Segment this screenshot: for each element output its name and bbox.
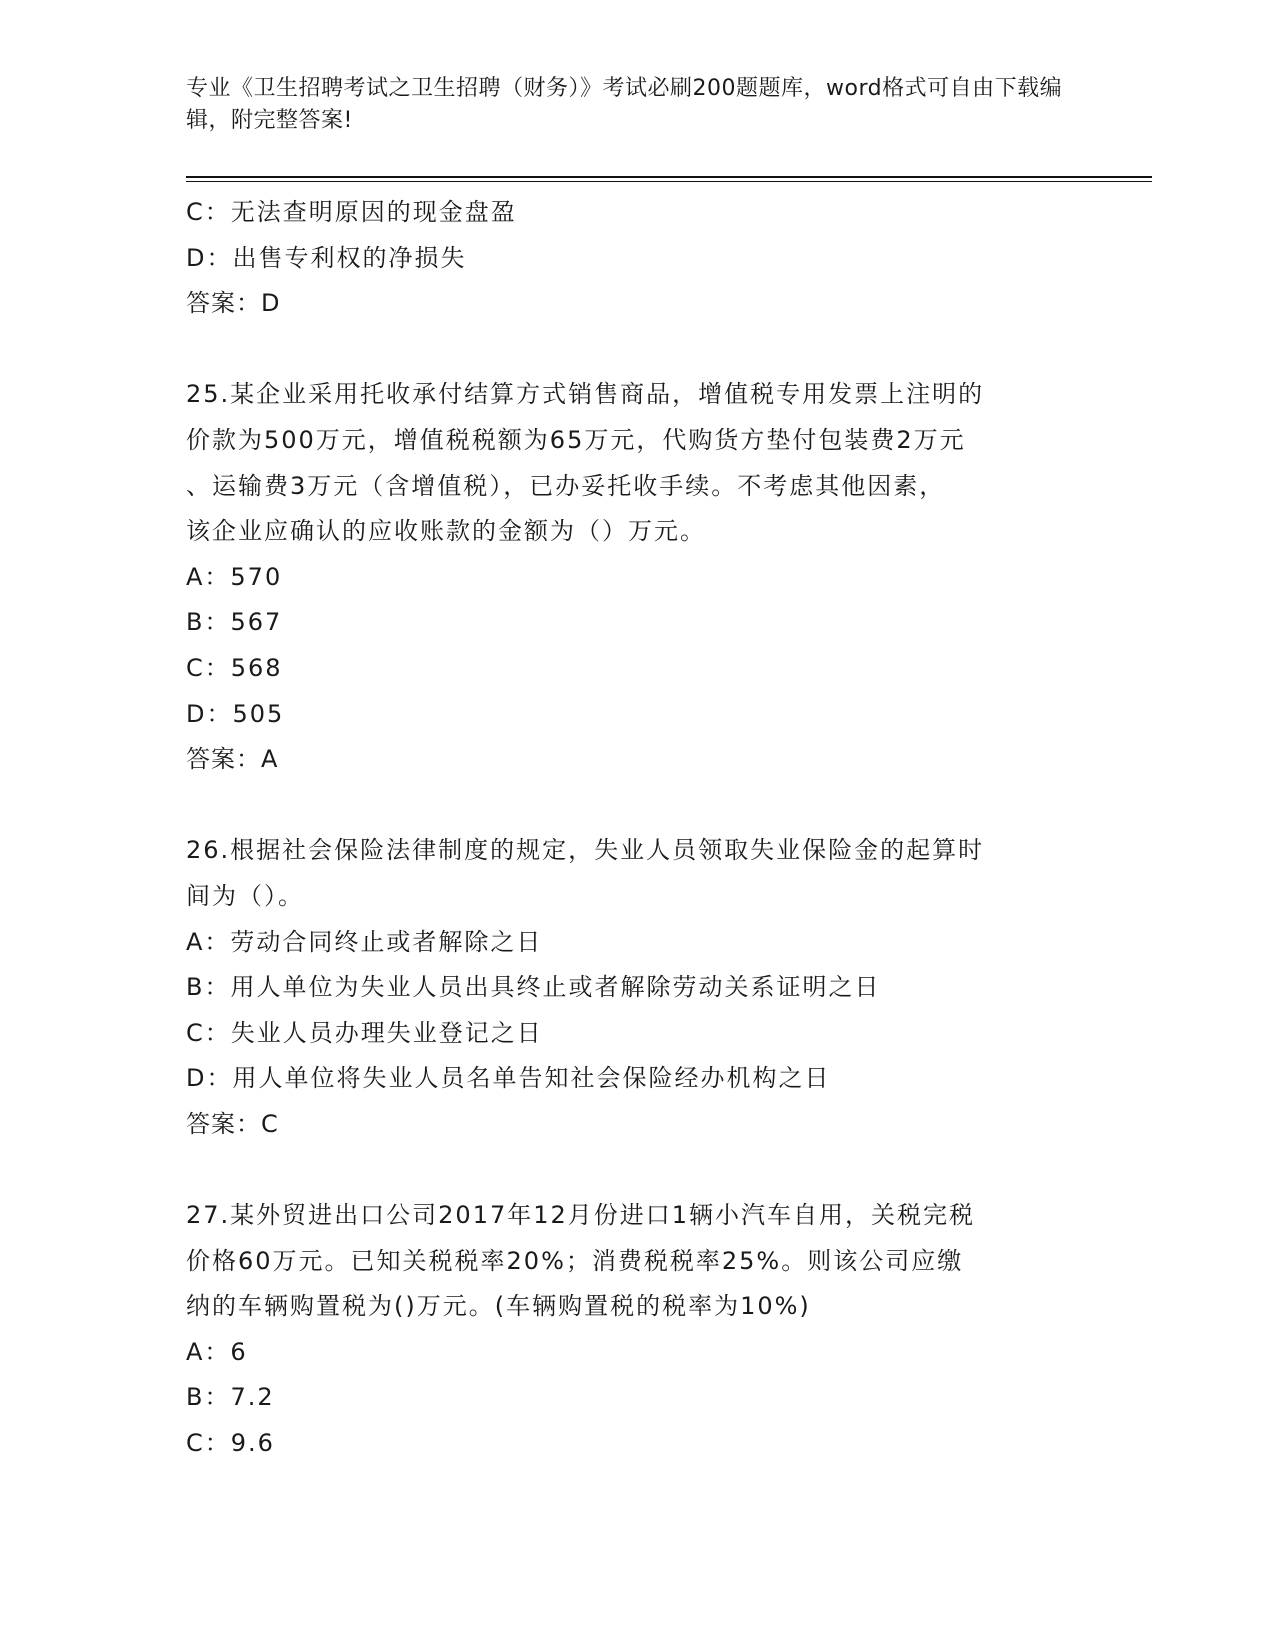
option-d: D：出售专利权的净损失 <box>186 243 467 272</box>
option-b: B：7.2 <box>186 1383 275 1412</box>
option-c: C：9.6 <box>186 1429 275 1458</box>
question-text-line: 27.某外贸进出口公司2017年12月份进口1辆小汽车自用，关税完税 <box>186 1201 976 1230</box>
document-header: 专业《卫生招聘考试之卫生招聘（财务）》考试必刷200题题库，word格式可自由下载编辑，附完整答案! <box>186 76 1063 133</box>
question-text-line: 该企业应确认的应收账款的金额为（）万元。 <box>186 517 706 546</box>
option-c: C：无法查明原因的现金盘盈 <box>186 198 517 226</box>
header-divider-thin <box>186 181 1152 182</box>
question-text-line: 、运输费3万元（含增值税），已办妥托收手续。不考虑其他因素， <box>186 471 946 500</box>
option-a: A：劳动合同终止或者解除之日 <box>186 927 543 956</box>
question-27 <box>186 1193 1086 1467</box>
question-text-line: 纳的车辆购置税为()万元。(车辆购置税的税率为10%) <box>186 1292 811 1321</box>
option-c: C：失业人员办理失业登记之日 <box>186 1018 543 1047</box>
header-divider-thick <box>186 176 1152 178</box>
previous-question-tail <box>186 190 1086 327</box>
question-text-line: 价格60万元。已知关税税率20%；消费税税率25%。则该公司应缴 <box>186 1246 964 1275</box>
question-text-line: 间为（）。 <box>186 881 304 910</box>
question-text-line: 26.根据社会保险法律制度的规定，失业人员领取失业保险金的起算时 <box>186 836 985 865</box>
question-text-line: 25.某企业采用托收承付结算方式销售商品，增值税专用发票上注明的 <box>186 380 985 409</box>
answer-line: 答案：A <box>186 745 279 774</box>
option-b: B：567 <box>186 608 283 637</box>
option-a: A：6 <box>186 1337 248 1366</box>
answer-line: 答案：D <box>186 289 281 318</box>
document-body <box>186 190 1086 1467</box>
option-a: A：570 <box>186 562 283 591</box>
option-d: D：用人单位将失业人员名单告知社会保险经办机构之日 <box>186 1064 831 1093</box>
question-25 <box>186 372 1086 782</box>
answer-line: 答案：C <box>186 1109 279 1138</box>
option-d: D：505 <box>186 699 285 728</box>
option-b: B：用人单位为失业人员出具终止或者解除劳动关系证明之日 <box>186 973 881 1002</box>
option-c: C：568 <box>186 653 283 682</box>
question-text-line: 价款为500万元，增值税税额为65万元，代购货方垫付包装费2万元 <box>186 425 966 454</box>
question-26 <box>186 828 1086 1147</box>
